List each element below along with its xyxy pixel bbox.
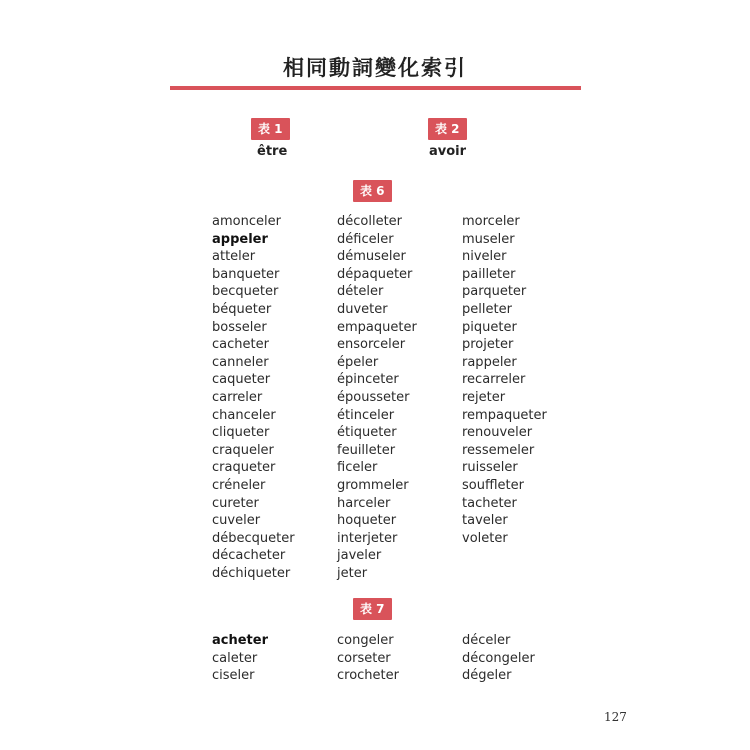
verb-entry: carreler bbox=[212, 389, 263, 405]
verb-entry: étiqueter bbox=[337, 425, 397, 441]
verb-entry: museler bbox=[462, 231, 515, 247]
verb-entry: craqueler bbox=[212, 442, 274, 458]
page-number: 127 bbox=[604, 710, 627, 724]
verb-entry: ruisseler bbox=[462, 460, 518, 476]
verb-entry: dépaqueter bbox=[337, 266, 413, 282]
verb-entry: caqueter bbox=[212, 372, 271, 388]
verb-entry: ressemeler bbox=[462, 442, 535, 458]
verb-entry: cliqueter bbox=[212, 425, 270, 441]
table-6-column-3 bbox=[462, 213, 547, 547]
verb-entry: piqueter bbox=[462, 319, 517, 335]
verb-entry: souffleter bbox=[462, 477, 524, 493]
verb-entry: craqueter bbox=[212, 460, 276, 476]
verb-entry: corseter bbox=[337, 650, 391, 666]
verb-entry: créneler bbox=[212, 477, 266, 493]
verb-entry: débecqueter bbox=[212, 530, 295, 546]
verb-entry: déchiqueter bbox=[212, 565, 291, 581]
verb-entry: jeter bbox=[337, 565, 368, 581]
verb-entry: démuseler bbox=[337, 249, 406, 265]
verb-entry: duveter bbox=[337, 301, 388, 317]
verb-entry: épinceter bbox=[337, 372, 399, 388]
verb-entry: acheter bbox=[212, 633, 268, 648]
verb-entry: recarreler bbox=[462, 372, 526, 388]
verb-entry: projeter bbox=[462, 337, 514, 353]
verb-entry: taveler bbox=[462, 513, 508, 529]
verb-entry: épousseter bbox=[337, 389, 410, 405]
table-2-badge: 表 2 bbox=[428, 118, 467, 140]
verb-entry: bosseler bbox=[212, 319, 267, 335]
table-6-column-1 bbox=[212, 213, 295, 582]
verb-entry: caleter bbox=[212, 650, 258, 666]
verb-entry: décongeler bbox=[462, 650, 535, 666]
verb-entry: dételer bbox=[337, 284, 384, 300]
title-rule bbox=[170, 86, 581, 90]
verb-entry: javeler bbox=[337, 548, 382, 564]
verb-entry: pailleter bbox=[462, 266, 516, 282]
table-1-badge: 表 1 bbox=[251, 118, 290, 140]
table-7-column-1 bbox=[212, 632, 268, 685]
verb-entry: cuveler bbox=[212, 513, 261, 529]
verb-entry: tacheter bbox=[462, 495, 517, 511]
verb-entry: rappeler bbox=[462, 354, 517, 370]
verb-entry: rempaqueter bbox=[462, 407, 547, 423]
verb-entry: cacheter bbox=[212, 337, 269, 353]
verb-entry: chanceler bbox=[212, 407, 276, 423]
verb-entry: voleter bbox=[462, 530, 508, 546]
verb-entry: déficeler bbox=[337, 231, 394, 247]
verb-entry: béqueter bbox=[212, 301, 272, 317]
table-6-column-2 bbox=[337, 213, 417, 582]
verb-entry: renouveler bbox=[462, 425, 533, 441]
verb-entry: hoqueter bbox=[337, 513, 397, 529]
verb-entry: interjeter bbox=[337, 530, 398, 546]
verb-entry: dégeler bbox=[462, 668, 512, 684]
verb-entry: pelleter bbox=[462, 301, 512, 317]
verb-entry: ciseler bbox=[212, 668, 255, 684]
table-7-badge: 表 7 bbox=[353, 598, 392, 620]
verb-entry: amonceler bbox=[212, 214, 281, 229]
table-2-verb: avoir bbox=[429, 144, 467, 159]
verb-entry: cureter bbox=[212, 495, 259, 511]
verb-entry: parqueter bbox=[462, 284, 527, 300]
table-7-column-3 bbox=[462, 632, 535, 685]
verb-entry: atteler bbox=[212, 249, 256, 265]
verb-entry: étinceler bbox=[337, 407, 395, 423]
verb-entry: canneler bbox=[212, 354, 269, 370]
table-7-column-2 bbox=[337, 632, 399, 685]
verb-entry: déceler bbox=[462, 633, 511, 648]
verb-entry: crocheter bbox=[337, 668, 399, 684]
verb-entry: niveler bbox=[462, 249, 507, 265]
verb-entry: feuilleter bbox=[337, 442, 396, 458]
verb-entry: rejeter bbox=[462, 389, 506, 405]
table-6-badge: 表 6 bbox=[353, 180, 392, 202]
verb-entry: grommeler bbox=[337, 477, 409, 493]
verb-entry: décacheter bbox=[212, 548, 286, 564]
verb-entry: ensorceler bbox=[337, 337, 406, 353]
verb-entry: banqueter bbox=[212, 266, 280, 282]
verb-entry: congeler bbox=[337, 633, 394, 648]
verb-entry: décolleter bbox=[337, 214, 403, 229]
page-title: 相同動詞變化索引 bbox=[283, 56, 467, 80]
verb-entry: épeler bbox=[337, 354, 379, 370]
table-1-verb: être bbox=[257, 144, 288, 159]
verb-entry: empaqueter bbox=[337, 319, 417, 335]
verb-entry: becqueter bbox=[212, 284, 279, 300]
verb-entry: appeler bbox=[212, 231, 268, 247]
verb-entry: morceler bbox=[462, 214, 520, 229]
verb-entry: harceler bbox=[337, 495, 391, 511]
verb-entry: ficeler bbox=[337, 460, 378, 476]
